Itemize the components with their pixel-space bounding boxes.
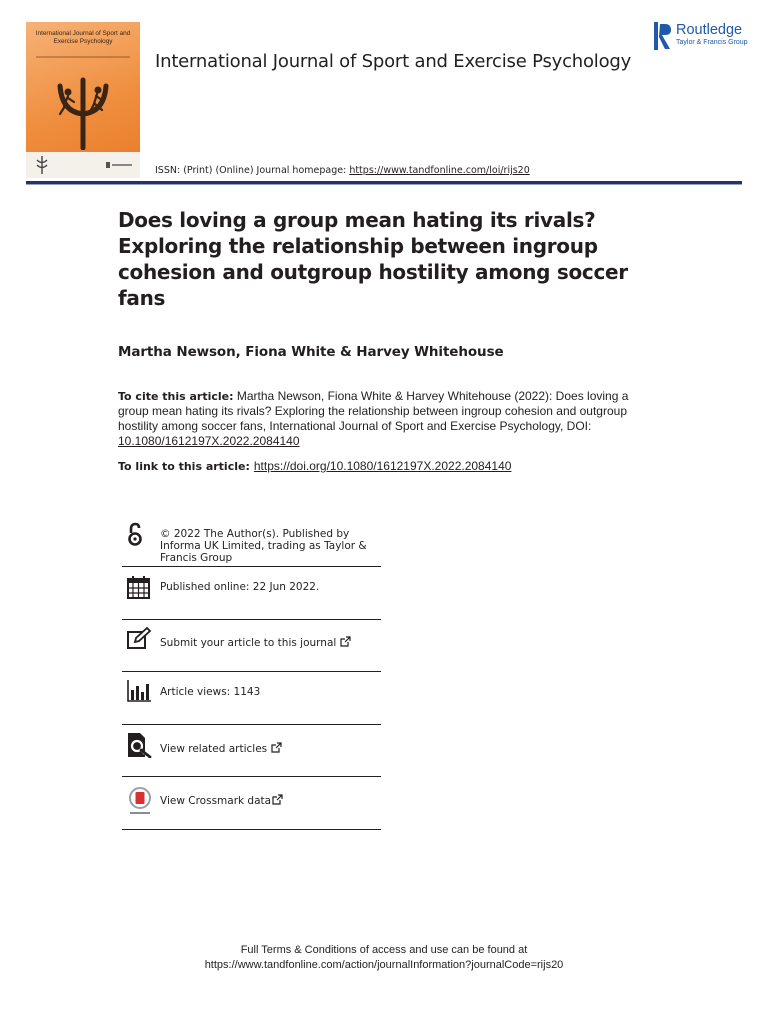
published-date: Published online: 22 Jun 2022. xyxy=(160,581,320,593)
journal-homepage-link[interactable]: https://www.tandfonline.com/loi/rijs20 xyxy=(349,165,530,176)
routledge-r-icon xyxy=(654,22,672,50)
cover-title: International Journal of Sport and Exercise Psychology xyxy=(35,30,131,45)
article-authors: Martha Newson, Fiona White & Harvey Whitehouse xyxy=(118,344,504,360)
external-link-icon xyxy=(340,636,351,647)
cite-doi-link[interactable]: 10.1080/1612197X.2022.2084140 xyxy=(118,434,300,448)
journal-cover-image xyxy=(26,22,140,178)
cover-divider xyxy=(36,56,130,58)
info-divider xyxy=(122,619,381,620)
publisher-group: Taylor & Francis Group xyxy=(676,39,748,46)
article-title: Does loving a group mean hating its rivals? Exploring the relationship between ingroup cohesion and outgroup hostility among soccer fans xyxy=(118,208,628,310)
edit-icon xyxy=(126,626,152,652)
cite-label: To cite this article: xyxy=(118,390,234,403)
cover-society-crest-icon xyxy=(35,155,49,175)
info-divider xyxy=(122,776,381,777)
cite-text: Martha Newson, Fiona White & Harvey Whitehouse (2022): Does loving a group mean hating its rivals? Exploring the relationship between ingroup cohesion and outgroup hostility among soccer fans, International Journal of Sport and Exercise Psychology, DOI: xyxy=(118,389,629,433)
open-access-icon xyxy=(126,522,152,548)
submit-article-label: Submit your article to this journal xyxy=(160,637,337,649)
info-divider xyxy=(122,566,381,567)
psi-athletes-illustration xyxy=(50,72,116,150)
article-views: Article views: 1143 xyxy=(160,686,261,698)
related-articles-link[interactable] xyxy=(160,742,282,755)
info-divider xyxy=(122,671,381,672)
article-link-line xyxy=(118,459,511,473)
header-rule-thin xyxy=(26,184,742,185)
bar-chart-icon xyxy=(126,678,152,704)
calendar-icon xyxy=(126,575,152,601)
external-link-icon xyxy=(272,794,283,805)
license-statement: © 2022 The Author(s). Published by Informa UK Limited, trading as Taylor & Francis Group xyxy=(160,528,367,564)
issn-text: ISSN: (Print) (Online) Journal homepage: xyxy=(155,165,350,176)
related-articles-label: View related articles xyxy=(160,743,268,755)
terms-footer xyxy=(0,943,768,973)
crossmark-label: View Crossmark data xyxy=(160,795,272,807)
link-label: To link to this article: xyxy=(118,460,250,473)
terms-line: Full Terms & Conditions of access and use can be found at xyxy=(240,944,528,956)
info-divider xyxy=(122,724,381,725)
crossmark-link[interactable] xyxy=(160,794,283,807)
cover-footer xyxy=(26,152,140,178)
article-doi-link[interactable]: https://doi.org/10.1080/1612197X.2022.2084140 xyxy=(253,459,512,473)
issn-line xyxy=(155,165,530,176)
search-document-icon xyxy=(126,732,152,758)
crossmark-icon xyxy=(125,786,155,816)
cover-publisher-mark-icon xyxy=(106,161,134,169)
info-divider xyxy=(122,829,381,830)
external-link-icon xyxy=(271,742,282,753)
terms-url-link[interactable]: https://www.tandfonline.com/action/journalInformation?journalCode=rijs20 xyxy=(204,959,564,971)
citation-block xyxy=(118,389,646,449)
submit-article-link[interactable] xyxy=(160,636,351,649)
publisher-name: Routledge xyxy=(676,22,743,38)
journal-title: International Journal of Sport and Exercise Psychology xyxy=(155,51,632,72)
